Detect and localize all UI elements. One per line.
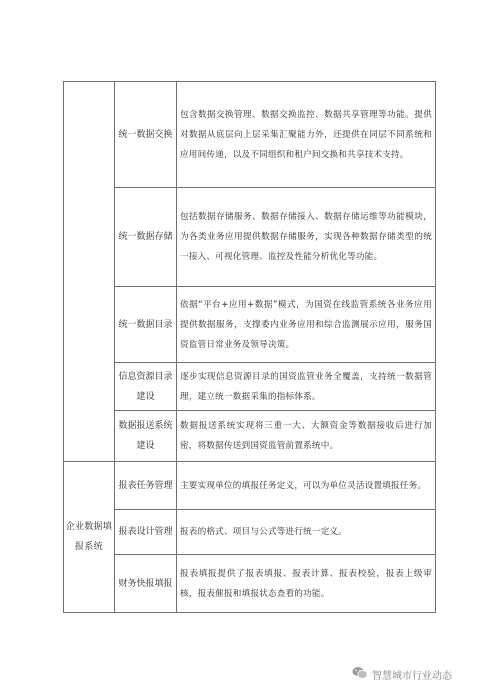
system-cell: 企业数据填报系统 (64, 462, 115, 613)
module-cell: 统一数据交换 (115, 82, 177, 188)
description-cell: 数据报送系统实现将三重一大、大额资金等数据接收后进行加密，将数据传送到国资监管前置系统中。 (177, 411, 436, 462)
system-cell-empty (64, 82, 115, 462)
module-cell: 数据报送系统建设 (115, 411, 177, 462)
module-cell: 报表设计管理 (115, 510, 177, 555)
table-row (64, 82, 436, 188)
table-row (64, 462, 436, 510)
description-cell: 依据“平台+应用+数据”模式，为国资在线监管系统各业务应用提供数据服务，支撑委内业务应用和综合监测展示应用，服务国资监管日常业务及领导决策。 (177, 287, 436, 363)
wechat-icon (352, 666, 372, 683)
module-cell: 财务快报填报 (115, 555, 177, 613)
table-row (64, 363, 436, 411)
description-cell: 包括数据存储服务、数据存储接入、数据存储运维等功能模块，为各类业务应用提供数据存储服务，实现各种数据存储类型的统一接入、可视化管理、监控及性能分析优化等功能。 (177, 188, 436, 287)
description-cell: 逐步实现信息资源目录的国资监管业务全覆盖，支持统一数据管理，建立统一数据采集的指标体系。 (177, 363, 436, 411)
module-cell: 统一数据目录 (115, 287, 177, 363)
module-cell: 信息资源目录建设 (115, 363, 177, 411)
table-row (64, 287, 436, 363)
spec-table (63, 81, 436, 613)
watermark (352, 666, 452, 683)
description-cell: 包含数据交换管理、数据交换监控、数据共享管理等功能。提供对数据从底层向上层采集汇聚能力外，还提供在同层不同系统和应用间传递，以及不同组织和租户间交换和共享技术支持。 (177, 82, 436, 188)
table-row (64, 411, 436, 462)
watermark-text: 智慧城市行业动态 (372, 671, 452, 682)
table-row (64, 510, 436, 555)
module-cell: 统一数据存储 (115, 188, 177, 287)
table-row (64, 555, 436, 613)
description-cell: 报表的格式、项目与公式等进行统一定义。 (177, 510, 436, 555)
table-row (64, 188, 436, 287)
module-cell: 报表任务管理 (115, 462, 177, 510)
description-cell: 报表填报提供了报表填报、报表计算、报表校验，报表上级审核，报表催报和填报状态查看的功能。 (177, 555, 436, 613)
description-cell: 主要实现单位的填报任务定义，可以为单位灵活设置填报任务。 (177, 462, 436, 510)
